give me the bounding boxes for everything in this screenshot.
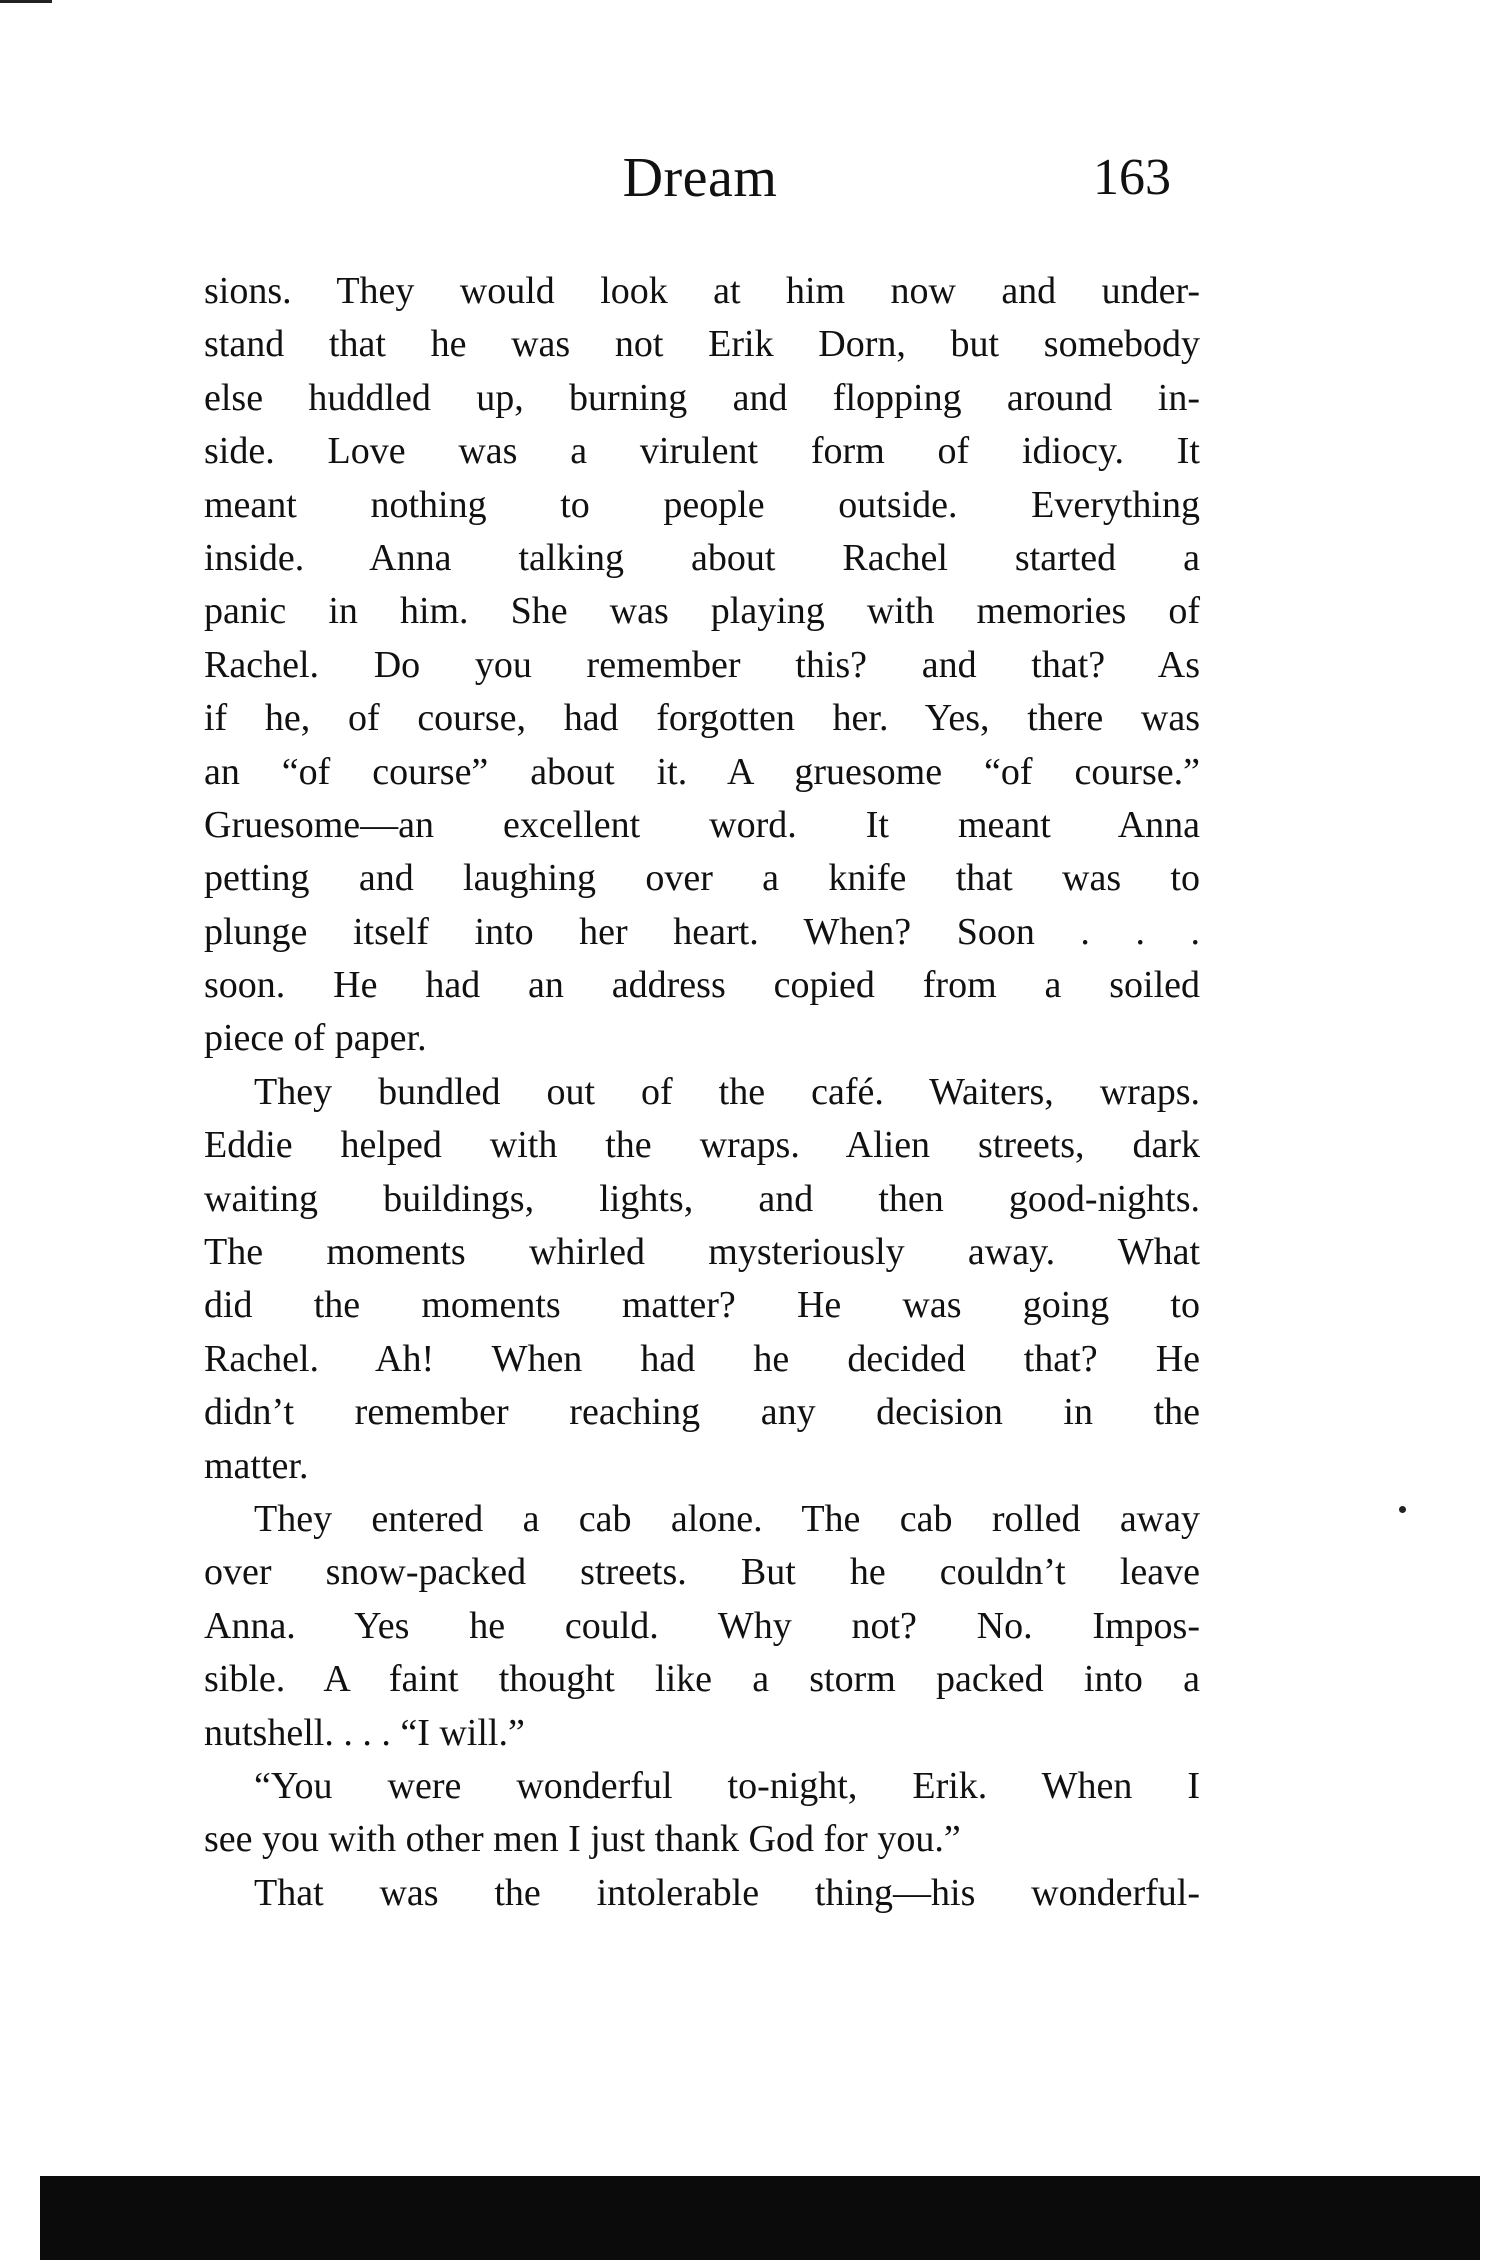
text-line: if he, of course, had forgotten her. Yes, there was (204, 697, 1200, 740)
text-line: an “of course” about it. A gruesome “of course.” (204, 750, 1200, 793)
text-line: waiting buildings, lights, and then good-nights. (204, 1177, 1200, 1220)
text-line: Eddie helped with the wraps. Alien streets, dark (204, 1124, 1200, 1167)
text-line: else huddled up, burning and flopping around in- (204, 376, 1200, 419)
text-line: The moments whirled mysteriously away. What (204, 1231, 1200, 1274)
text-line: inside. Anna talking about Rachel started a (204, 536, 1200, 579)
text-line: plunge itself into her heart. When? Soon . . . (204, 910, 1200, 953)
text-line-last: see you with other men I just thank God for you.” (204, 1818, 961, 1861)
scan-corner-mark (0, 0, 52, 3)
text-line-last: matter. (204, 1444, 309, 1487)
text-line: soon. He had an address copied from a soiled (204, 964, 1200, 1007)
text-line: Gruesome—an excellent word. It meant Anna (204, 803, 1200, 846)
text-line: sions. They would look at him now and under- (204, 270, 1200, 312)
page-header (0, 143, 1497, 213)
paragraph-start: They bundled out of the café. Waiters, wraps. (254, 1070, 1200, 1113)
text-line-last: piece of paper. (204, 1017, 427, 1060)
text-line: side. Love was a virulent form of idiocy. It (204, 430, 1200, 473)
page-number: 163 (1093, 149, 1171, 206)
paragraph-start: That was the intolerable thing—his wonderful- (254, 1871, 1200, 1914)
text-line: did the moments matter? He was going to (204, 1284, 1200, 1327)
text-line: stand that he was not Erik Dorn, but somebody (204, 323, 1200, 366)
scan-speck (1399, 1506, 1406, 1513)
text-line-last: nutshell. . . . “I will.” (204, 1711, 525, 1754)
text-line: over snow-packed streets. But he couldn’t leave (204, 1551, 1200, 1594)
running-title: Dream (622, 147, 778, 209)
text-line: panic in him. She was playing with memories of (204, 590, 1200, 633)
text-line: Anna. Yes he could. Why not? No. Impos- (204, 1604, 1200, 1647)
text-line: sible. A faint thought like a storm packed into a (204, 1658, 1200, 1701)
text-line: didn’t remember reaching any decision in the (204, 1391, 1200, 1434)
text-line: petting and laughing over a knife that was to (204, 857, 1200, 900)
text-line: Rachel. Ah! When had he decided that? He (204, 1337, 1200, 1380)
text-line: meant nothing to people outside. Everything (204, 483, 1200, 526)
page-body (204, 265, 1200, 1920)
scan-bottom-edge (40, 2176, 1480, 2260)
paragraph-start: “You were wonderful to-night, Erik. When I (254, 1764, 1200, 1807)
paragraph-start: They entered a cab alone. The cab rolled away (254, 1497, 1200, 1540)
text-line: Rachel. Do you remember this? and that? As (204, 643, 1200, 686)
